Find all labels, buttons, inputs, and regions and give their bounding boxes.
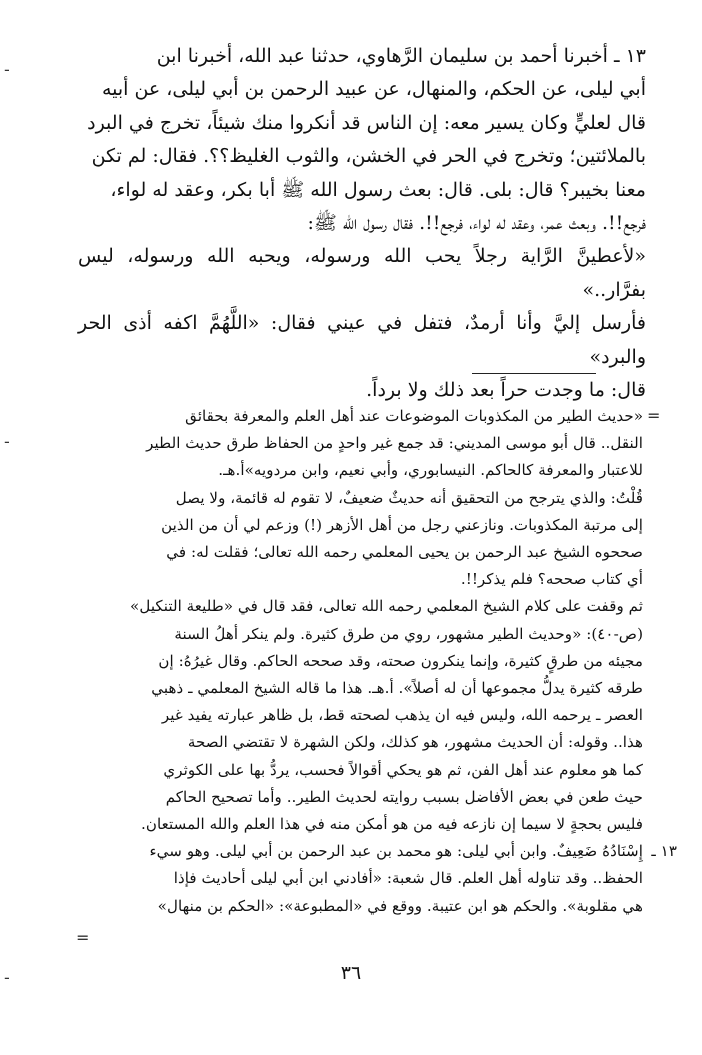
margin-mark: = <box>76 928 90 947</box>
page-number: ٣٦ <box>340 962 362 984</box>
footnote-line: الحفظ.. وقد تناوله أهل العلم. قال شعبة: «أفادني ابن أبي ليلى أحاديث فإذا <box>173 869 643 888</box>
footnote-line: هذا.. وقوله: أن الحديث مشهور، هو كذلك، ولكن الشهرة لا تقتضي الصحة <box>187 733 643 752</box>
footnote-line: قُلْتُ: والذي يترجح من التحقيق أنه حديثٌ ضعيفٌ، لا تقوم له قائمة، ولا يصل <box>175 488 643 507</box>
footnote-line: مجيئه من طرقٍ كثيرة، وإنما ينكرون صحته، وقد صححه الحاكم. وقال غيرُهُ: إن <box>158 651 643 670</box>
footnote-13 <box>88 838 677 920</box>
hadith-line: فأرسل إليَّ وأنا أرمدٌ، فتفل في عيني فقال: «اللَّهُمَّ اكفه أذى الحر والبرد» <box>78 312 646 368</box>
hadith-line: قال لعليٍّ وكان يسير معه: إن الناس قد أنكروا منك شيئاً، تخرج في البرد <box>87 111 646 134</box>
hadith-line: ١٣ ـ أخبرنا أحمد بن سليمان الرَّهاوي، حدثنا عبد الله، أخبرنا ابن <box>156 45 646 67</box>
footnote-line: صححوه الشيخ عبد الرحمن بن يحيى المعلمي رحمه الله تعالى؛ فقلت له: في <box>166 543 643 562</box>
hadith-line: قال: ما وجدت حراً بعد ذلك ولا برداً. <box>366 379 646 402</box>
footnote-separator <box>472 373 596 374</box>
footnotes <box>88 403 677 920</box>
margin-mark: - <box>4 432 10 451</box>
footnote-line: إلى مرتبة المكذوبات. ونازعني رجل من أهل الأزهر (!) وزعم لي أن من الذين <box>161 515 643 534</box>
hadith-line: «لأعطينَّ الرَّاية رجلاً يحب الله ورسوله، ويحبه الله ورسوله، ليس بفرَّار..» <box>78 245 646 301</box>
footnote-number: ١٣ ـ <box>651 842 677 861</box>
footnote-line: فليس بحجةٍ لا سيما إن نازعه فيه من هو أمكن منه في هذا العلم والله المستعان. <box>141 815 643 834</box>
footnote-line: هي مقلوبة». والحكم هو ابن عتيبة. ووقع في «المطبوعة»: «الحكم بن منهال» <box>157 896 643 915</box>
footnote-line: «حديث الطير من المكذوبات الموضوعات عند أهل العلم والمعرفة بحقائق <box>185 407 643 425</box>
hadith-line: معنا بخيبر؟ قال: بلى. قال: بعث رسول الله ﷺ أبا بكر، وعقد له لواء، <box>110 178 646 201</box>
footnote-line: حيث طعن في بعض الأفاضل بسبب روايته لحديث الطير.. وأما تصحيح الحاكم <box>165 787 643 806</box>
hadith-text <box>78 40 646 407</box>
footnote-line: كما هو معلوم عند أهل الفن، ثم هو يحكي أقوالاً فحسب، يردُّ بها على الكوثري <box>163 760 643 779</box>
footnote-line: طرقه كثيرة يدلُّ مجموعها أن له أصلاً». أ.هـ. هذا ما قاله الشيخ المعلمي ـ ذهبي <box>151 679 643 698</box>
footnote-line: (ص-٤٠): «وحديث الطير مشهور، روي من طرق كثيرة. ولم ينكر أهلُ السنة <box>174 624 643 643</box>
footnote-line: ثم وقفت على كلام الشيخ المعلمي رحمه الله تعالى، فقد قال في «طليعة التنكيل» <box>130 597 643 616</box>
margin-mark: - <box>4 968 10 987</box>
footnote-line: النقل.. قال أبو موسى المديني: قد جمع غير واحدٍ من الحفاظ طرق حديث الطير <box>146 434 643 453</box>
margin-mark: - <box>4 60 10 79</box>
footnote-line: أي كتاب صححه؟ فلم يذكر!!. <box>460 570 643 589</box>
margin-mark: = <box>647 406 661 425</box>
hadith-line: بالملائتين؛ وتخرج في الحر في الخشن، والثوب الغليظ؟؟. فقال: لم تكن <box>91 145 646 168</box>
footnote-line: إِسْنَادُهُ ضَعِيفٌ. وابن أبي ليلى: هو محمد بن عبد الرحمن بن أبي ليلى. وهو سيء <box>149 842 643 861</box>
footnote-line: العصر ـ يرحمه الله، وليس فيه ان يذهب لصحته قط، بل ظاهر عبارته يفيد غير <box>161 706 643 725</box>
hadith-line: أبي ليلى، عن الحكم، والمنهال، عن عبيد الرحمن بن أبي ليلى، عن أبيه <box>101 78 646 101</box>
hadith-line: فرجع!!. وبعث عمر، وعقد له لواء، فرجع!!. فقال رسول الله ﷺ: <box>307 212 646 235</box>
footnote-line: للاعتبار والمعرفة كالحاكم. النيسابوري، وأبي نعيم، وابن مردويه»أ.هـ. <box>218 461 643 480</box>
